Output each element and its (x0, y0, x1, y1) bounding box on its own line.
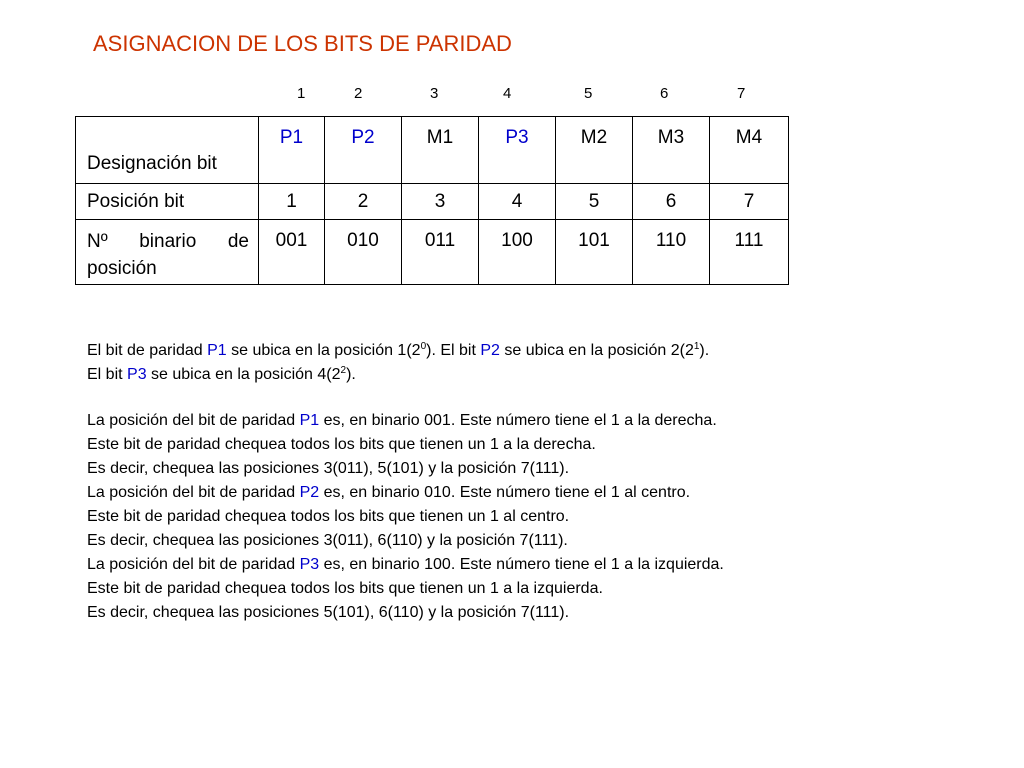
text-line: Es decir, chequea las posiciones 5(101), 6(110) y la posición 7(111). (87, 604, 570, 621)
parity-bit-label: P3 (127, 366, 147, 383)
table-cell: 4 (479, 184, 556, 220)
parity-bit-label: P2 (480, 342, 500, 359)
text-run: se ubica en la posición 1(2 (226, 342, 421, 359)
text-line (87, 363, 872, 387)
text-run: es, en binario 010. Este número tiene el 1 al centro. (319, 484, 691, 501)
table-cell: 2 (325, 184, 402, 220)
table-cell: 111 (710, 220, 789, 285)
paragraph-parity-checks (87, 409, 872, 625)
position-number: 1 (297, 85, 306, 102)
text-run: ). El bit (426, 342, 481, 359)
text-run: es, en binario 001. Este número tiene el 1 a la derecha. (319, 412, 717, 429)
position-number: 5 (584, 85, 593, 102)
parity-bit-label: P3 (299, 556, 320, 573)
text-run: ). (346, 366, 356, 383)
parity-bit-table (75, 116, 789, 285)
text-run: se ubica en la posición 2(2 (499, 342, 694, 359)
table-cell: M4 (710, 117, 789, 184)
table-cell: 011 (402, 220, 479, 285)
text-line (87, 553, 872, 577)
text-run: se ubica en la posición 4(2 (146, 366, 341, 383)
text-line: Es decir, chequea las posiciones 3(011), 6(110) y la posición 7(111). (87, 532, 568, 549)
exponent: 0 (420, 341, 427, 352)
text-line (87, 481, 872, 505)
text-run: El bit (87, 366, 128, 383)
table-cell: 001 (259, 220, 325, 285)
table-cell: 1 (259, 184, 325, 220)
text-line (87, 409, 872, 433)
text-line: Este bit de paridad chequea todos los bits que tienen un 1 al centro. (87, 508, 570, 525)
parity-bit-label: P2 (299, 484, 320, 501)
text-line: Es decir, chequea las posiciones 3(011), 5(101) y la posición 7(111). (87, 460, 570, 477)
paragraph-bit-positions (87, 339, 872, 387)
text-run: La posición del bit de paridad (87, 556, 300, 573)
table-cell: P1 (259, 117, 325, 184)
table-cell: 3 (402, 184, 479, 220)
row-label-binario: Nº binario de posición (76, 220, 259, 285)
text-line (87, 339, 872, 363)
table-cell: M1 (402, 117, 479, 184)
table-cell: 5 (556, 184, 633, 220)
text-run: La posición del bit de paridad (87, 412, 300, 429)
parity-bit-label: P1 (299, 412, 320, 429)
text-line: Este bit de paridad chequea todos los bits que tienen un 1 a la derecha. (87, 436, 596, 453)
table-row-binario (76, 220, 789, 285)
row-label-designacion: Designación bit (76, 117, 259, 184)
table-cell: M2 (556, 117, 633, 184)
table-row-posicion (76, 184, 789, 220)
exponent: 2 (340, 365, 347, 376)
table-cell: 010 (325, 220, 402, 285)
position-number: 2 (354, 85, 363, 102)
table-row-designacion (76, 117, 789, 184)
position-number: 6 (660, 85, 669, 102)
text-run: La posición del bit de paridad (87, 484, 300, 501)
table-cell: 6 (633, 184, 710, 220)
table-cell: 101 (556, 220, 633, 285)
table-cell: P3 (479, 117, 556, 184)
text-run: ). (699, 342, 710, 359)
position-number: 4 (503, 85, 512, 102)
page-title: ASIGNACION DE LOS BITS DE PARIDAD (93, 31, 512, 56)
parity-bit-label: P1 (207, 342, 227, 359)
table-cell: 110 (633, 220, 710, 285)
text-run: El bit de paridad (87, 342, 208, 359)
table-cell: M3 (633, 117, 710, 184)
position-number: 7 (737, 85, 746, 102)
text-run: es, en binario 100. Este número tiene el 1 a la izquierda. (319, 556, 724, 573)
table-cell: 7 (710, 184, 789, 220)
row-label-posicion: Posición bit (76, 184, 259, 220)
table-cell: 100 (479, 220, 556, 285)
exponent: 1 (693, 341, 700, 352)
position-number: 3 (430, 85, 439, 102)
text-line: Este bit de paridad chequea todos los bits que tienen un 1 a la izquierda. (87, 580, 603, 597)
table-cell: P2 (325, 117, 402, 184)
